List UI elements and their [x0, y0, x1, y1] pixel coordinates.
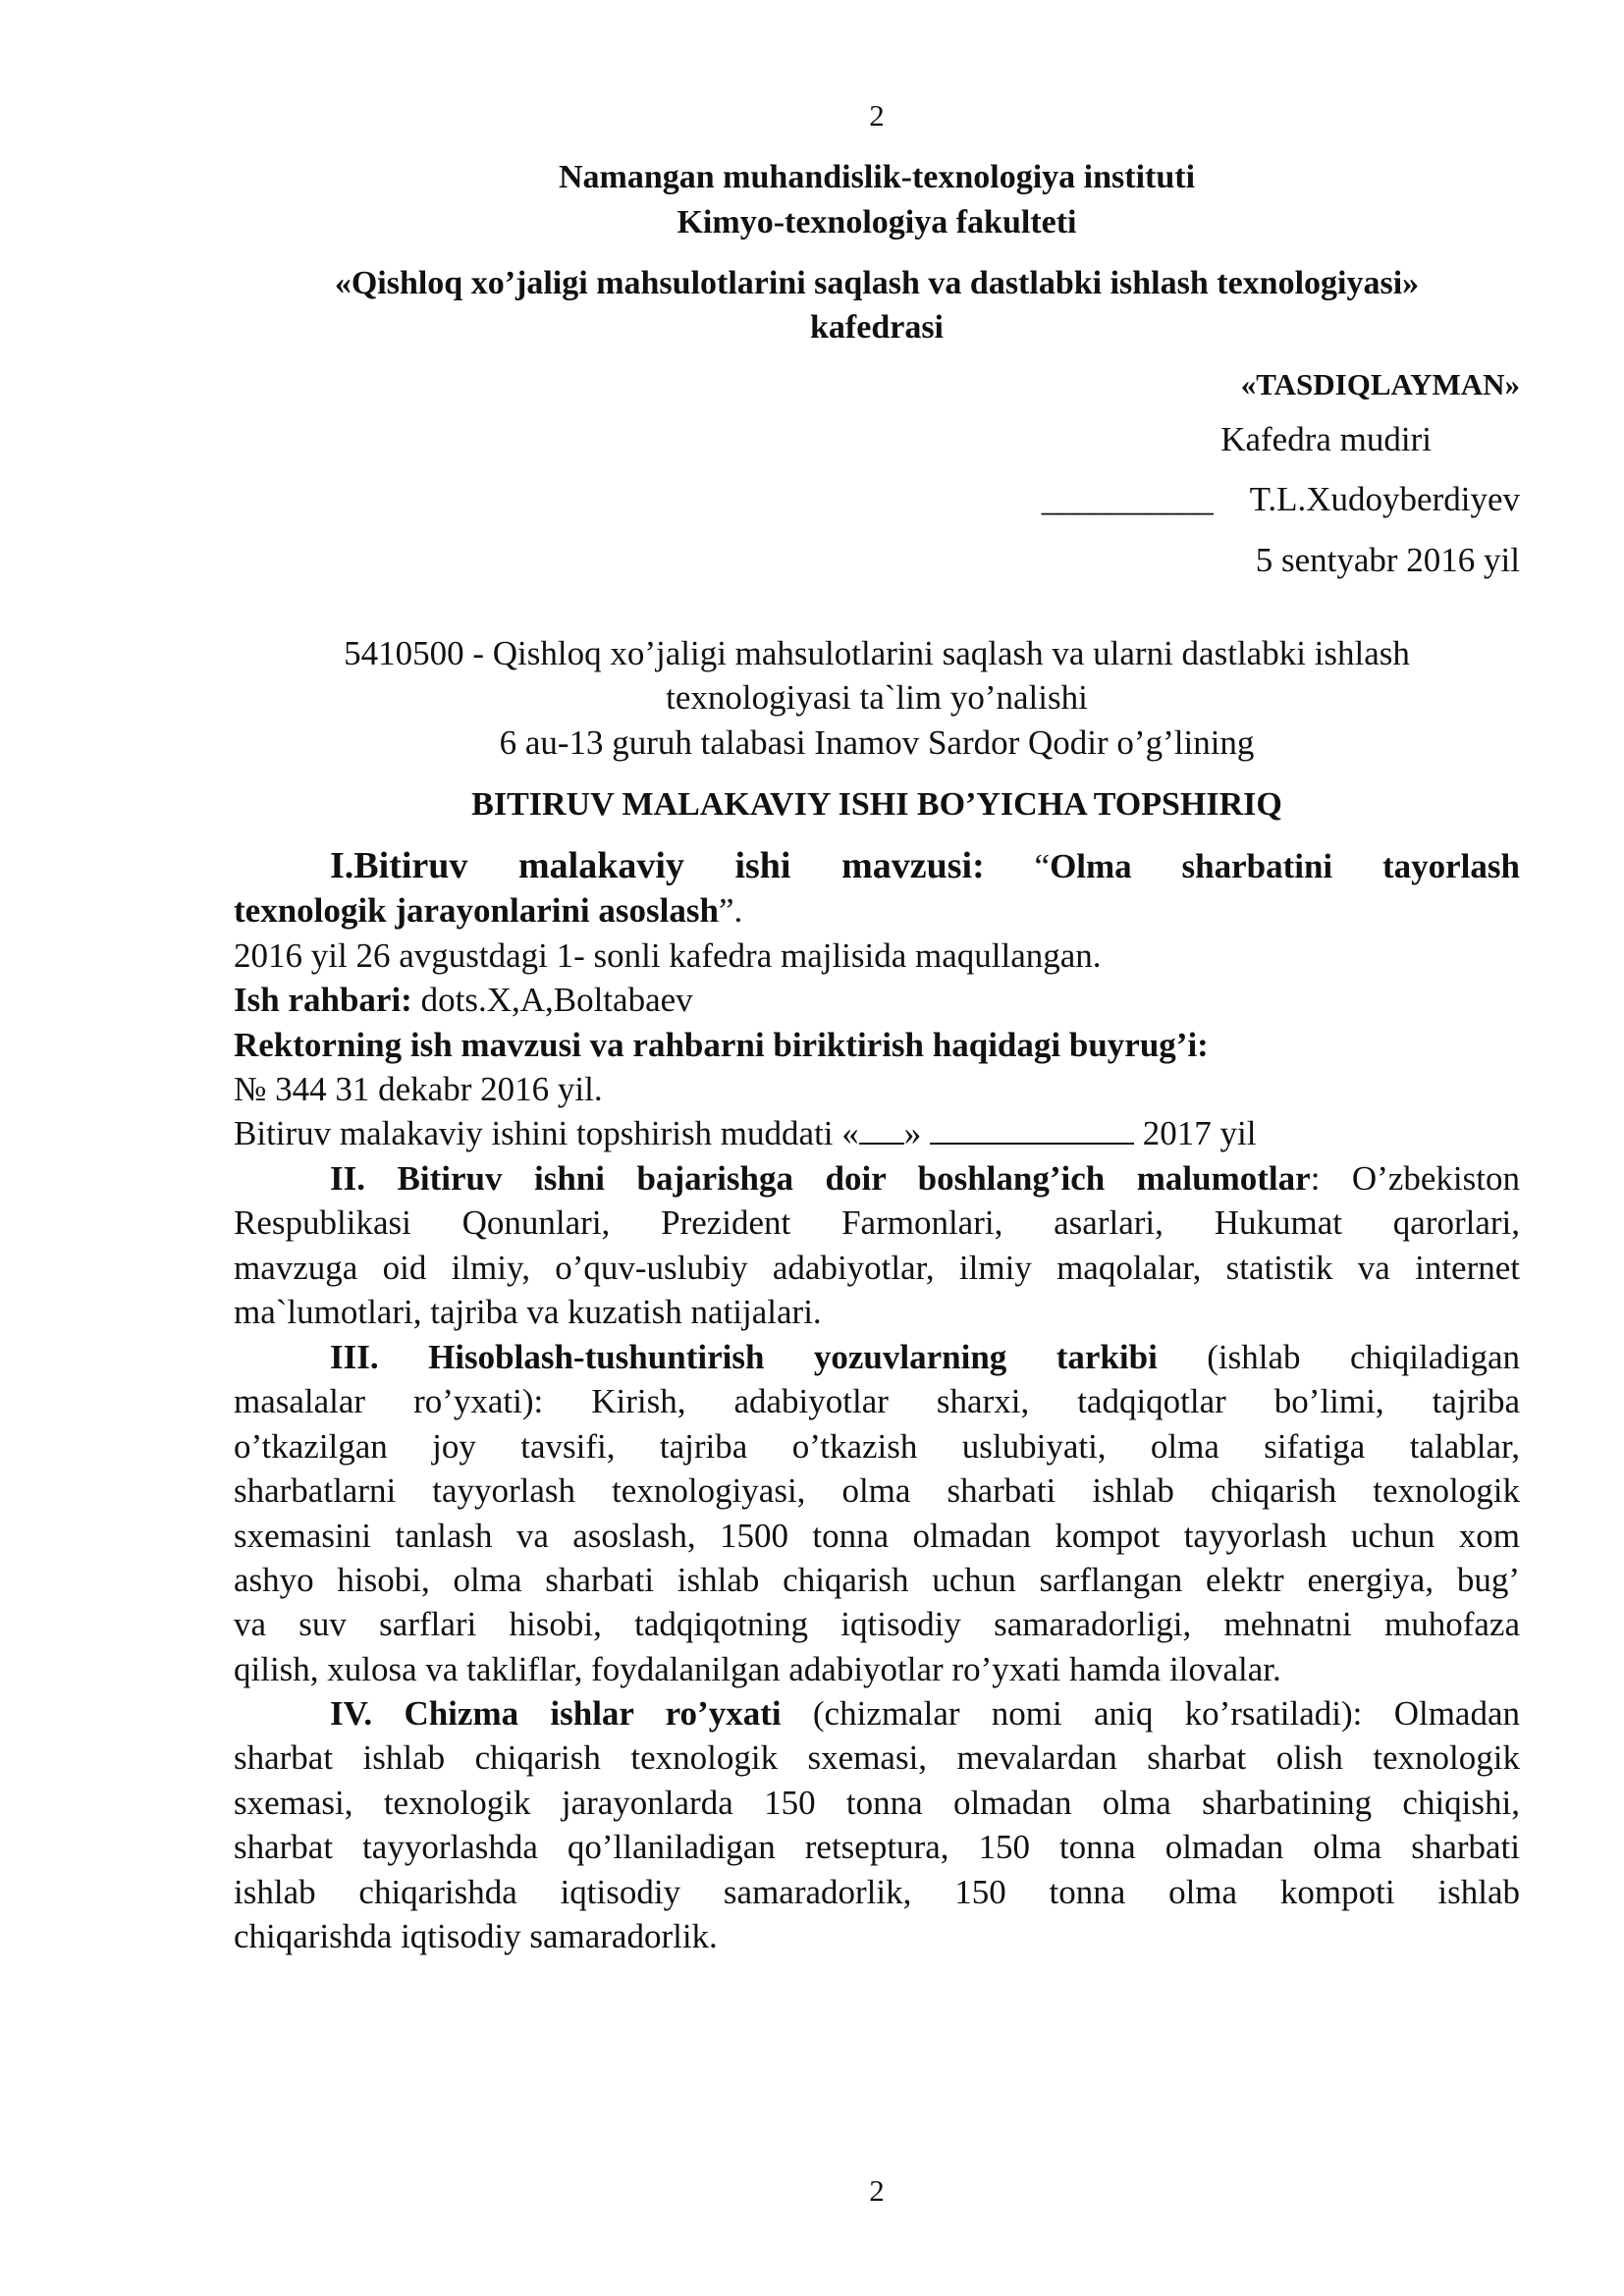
approval-meeting: 2016 yil 26 avgustdagi 1- sonli kafedra majlisida maqullangan.	[234, 935, 1102, 975]
program-line-3: 6 au-13 guruh talabasi Inamov Sardor Qodir o’g’lining	[499, 723, 1255, 762]
approval-date: 5 sentyabr 2016 yil	[1255, 541, 1520, 579]
order-label: Rektorning ish mavzusi va rahbarni biriktirish haqidagi buyrug’i:	[234, 1025, 1209, 1064]
section-4-label: IV. Chizma ishlar ro’yxati	[330, 1694, 782, 1733]
section-4-line-6: chiqarishda iqtisodiy samaradorlik.	[234, 1917, 718, 1956]
section-3-line-4: sharbatlarni tayyorlash texnologiyasi, olma sharbati ishlab chiqarish texnologik	[234, 1471, 1520, 1511]
signature-blank: __________	[1041, 480, 1214, 518]
section-3-line-2: masalalar ro’yxati): Kirish, adabiyotlar sharxi, tadqiqotlar bo’limi, tajriba	[234, 1382, 1520, 1421]
approval-position: Kafedra mudiri	[1220, 420, 1432, 458]
institute-name: Namangan muhandislik-texnologiya instituti	[558, 159, 1196, 195]
topic-line-1: Olma sharbatini tayorlash	[1050, 847, 1520, 885]
section-4	[234, 1691, 1520, 1958]
section-4-line-3: sxemasi, texnologik jarayonlarda 150 tonna olmadan olma sharbatining chiqishi,	[234, 1783, 1520, 1822]
department-line-2: kafedrasi	[810, 309, 944, 346]
section-2-label: II. Bitiruv ishni bajarishga doir boshlang’ich malumotlar	[330, 1159, 1311, 1198]
deadline-day-blank	[859, 1143, 904, 1145]
deadline-mid: »	[903, 1114, 931, 1153]
document-page	[234, 0, 1520, 2296]
section-1-label: I.Bitiruv malakaviy ishi mavzusi:	[330, 845, 985, 886]
section-3-line-6: ashyo hisobi, olma sharbati ishlab chiqarish uchun sarflangan elektr energiya, bug’	[234, 1561, 1520, 1600]
page-number-bottom: 2	[869, 2173, 885, 2208]
program-line-1: 5410500 - Qishloq xo’jaligi mahsulotlarini saqlash va ularni dastlabki ishlash	[344, 634, 1410, 672]
section-3-line-7: va suv sarflari hisobi, tadqiqotning iqtisodiy samaradorligi, mehnatni muhofaza	[234, 1605, 1520, 1644]
section-3-line-5: sxemasini tanlash va asoslash, 1500 tonna olmadan kompot tayyorlash uchun xom	[234, 1516, 1520, 1555]
department-line-1: «Qishloq xo’jaligi mahsulotlarini saqlash va dastlabki ishlash texnologiyasi»	[334, 265, 1420, 301]
section-2-line-3: mavzuga oid ilmiy, o’quv-uslubiy adabiyotlar, ilmiy maqolalar, statistik va internet	[234, 1248, 1520, 1287]
deadline-suffix: 2017 yil	[1134, 1114, 1257, 1153]
approval-signature	[1042, 480, 1520, 519]
topic-line-2: texnologik jarayonlarini asoslash	[234, 891, 719, 931]
deadline-month-blank	[930, 1143, 1134, 1145]
deadline-prefix: Bitiruv malakaviy ishini topshirish muddati «	[234, 1114, 859, 1153]
order-number: № 344 31 dekabr 2016 yil.	[234, 1070, 603, 1109]
section-4-line-2: sharbat ishlab chiqarish texnologik sxemasi, mevalardan sharbat olish texnologik	[234, 1738, 1520, 1778]
approval-name: T.L.Xudoyberdiyev	[1249, 480, 1520, 518]
section-3-line-1: (ishlab chiqiladigan	[1157, 1338, 1520, 1376]
faculty-name: Kimyo-texnologiya fakulteti	[677, 204, 1077, 240]
supervisor-label: Ish rahbari:	[234, 981, 412, 1020]
supervisor-name: dots.X,A,Boltabaev	[411, 981, 693, 1020]
section-2-line-1: : O’zbekiston	[1310, 1159, 1521, 1198]
topic-close-quote: ”.	[718, 891, 743, 931]
section-3-line-3: o’tkazilgan joy tavsifi, tajriba o’tkazish uslubiyati, olma sifatiga talablar,	[234, 1426, 1520, 1466]
section-3	[234, 1335, 1520, 1691]
section-1	[234, 844, 1520, 1156]
approval-stamp: «TASDIQLAYMAN»	[1240, 367, 1520, 401]
section-2-line-2: Respublikasi Qonunlari, Prezident Farmonlari, asarlari, Hukumat qarorlari,	[234, 1203, 1520, 1243]
program-line-2: texnologiyasi ta`lim yo’nalishi	[666, 678, 1088, 717]
deadline-line	[234, 1111, 1520, 1155]
section-2	[234, 1156, 1520, 1335]
section-4-line-5: ishlab chiqarishda iqtisodiy samaradorlik, 150 tonna olma kompoti ishlab	[234, 1872, 1520, 1911]
section-4-line-1: (chizmalar nomi aniq ko’rsatiladi): Olmadan	[781, 1694, 1520, 1733]
document-title: BITIRUV MALAKAVIY ISHI BO’YICHA TOPSHIRIQ	[471, 786, 1282, 823]
section-4-line-4: sharbat tayyorlashda qo’llaniladigan retseptura, 150 tonna olmadan olma sharbati	[234, 1828, 1520, 1867]
page-number-top: 2	[869, 98, 885, 133]
section-3-label: III. Hisoblash-tushuntirish yozuvlarning tarkibi	[330, 1338, 1158, 1376]
section-2-line-4: ma`lumotlari, tajriba va kuzatish natijalari.	[234, 1293, 822, 1332]
topic-open-quote: “	[984, 847, 1051, 885]
section-3-line-8: qilish, xulosa va takliflar, foydalanilgan adabiyotlar ro’yxati hamda ilovalar.	[234, 1649, 1281, 1688]
